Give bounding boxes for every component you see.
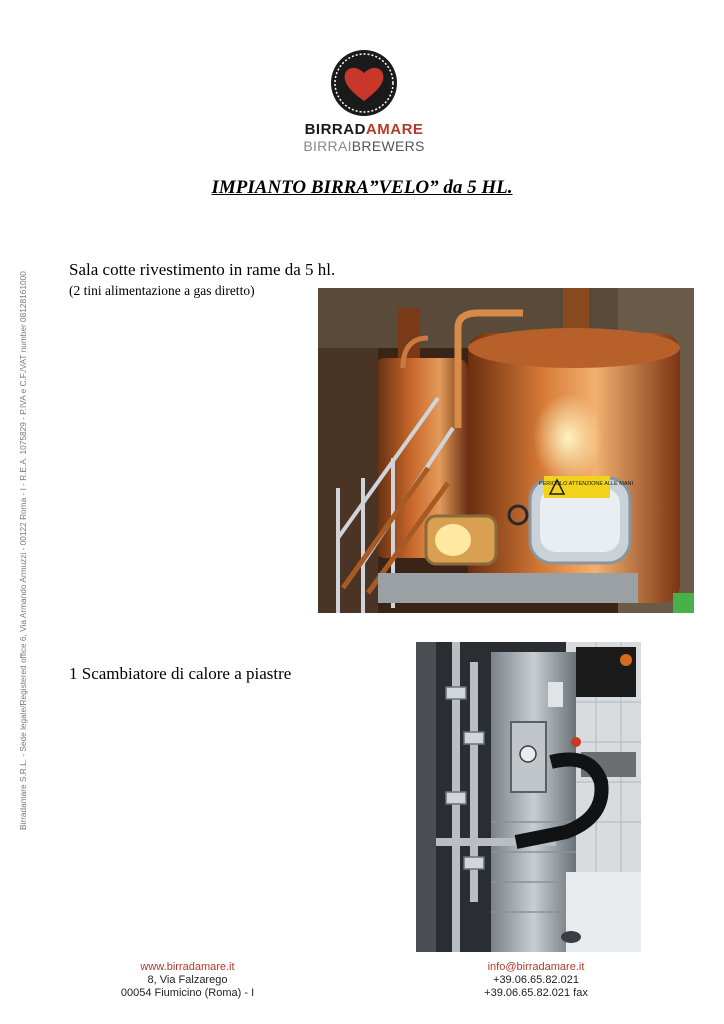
- footer-email-link[interactable]: info@birradamare.it: [487, 961, 585, 973]
- brand-tagline-part2: BREWERS: [351, 138, 425, 154]
- footer-fax: +39.06.65.82.021 fax: [484, 987, 588, 999]
- footer-website-link[interactable]: www.birradamare.it: [140, 961, 235, 973]
- brand-name-part1: BIRRAD: [304, 121, 366, 138]
- footer-phone: +39.06.65.82.021: [493, 974, 579, 986]
- danger-sign-text: PERICOLO ATTENZIONE ALLE MANI: [538, 481, 634, 487]
- document-title: [0, 177, 724, 199]
- heat-exchanger-photo: [416, 642, 641, 952]
- legal-side-text: Birradamare S.R.L. - Sede legale/Registered office 6, Via Armando Armuzzi - 00122 Roma - I - R.E.A. 1075829 - P.IVA e C.F./VAT number 08128161000: [18, 271, 28, 830]
- footer-contacts: [470, 961, 602, 1000]
- footer-address-line1: 8, Via Falzarego: [147, 974, 228, 986]
- brand-tagline-part1: BIRRAI: [303, 138, 352, 154]
- section-2-title: 1 Scambiatore di calore a piastre: [69, 664, 292, 683]
- brewhouse-photo: [318, 288, 694, 613]
- footer-address-line2: 00054 Fiumicino (Roma) - I: [120, 987, 255, 999]
- heart-badge-icon: [329, 48, 399, 118]
- footer-address: [120, 961, 255, 1000]
- brand-tagline: [300, 138, 428, 154]
- section-1-title: Sala cotte rivestimento in rame da 5 hl.: [69, 260, 336, 279]
- document-title-text: IMPIANTO BIRRA”VELO” da 5 HL.: [211, 177, 513, 198]
- brand-name-part2: AMARE: [365, 121, 424, 138]
- section-1-subtitle: (2 tini alimentazione a gas diretto): [69, 283, 255, 298]
- brand-name: [300, 121, 428, 138]
